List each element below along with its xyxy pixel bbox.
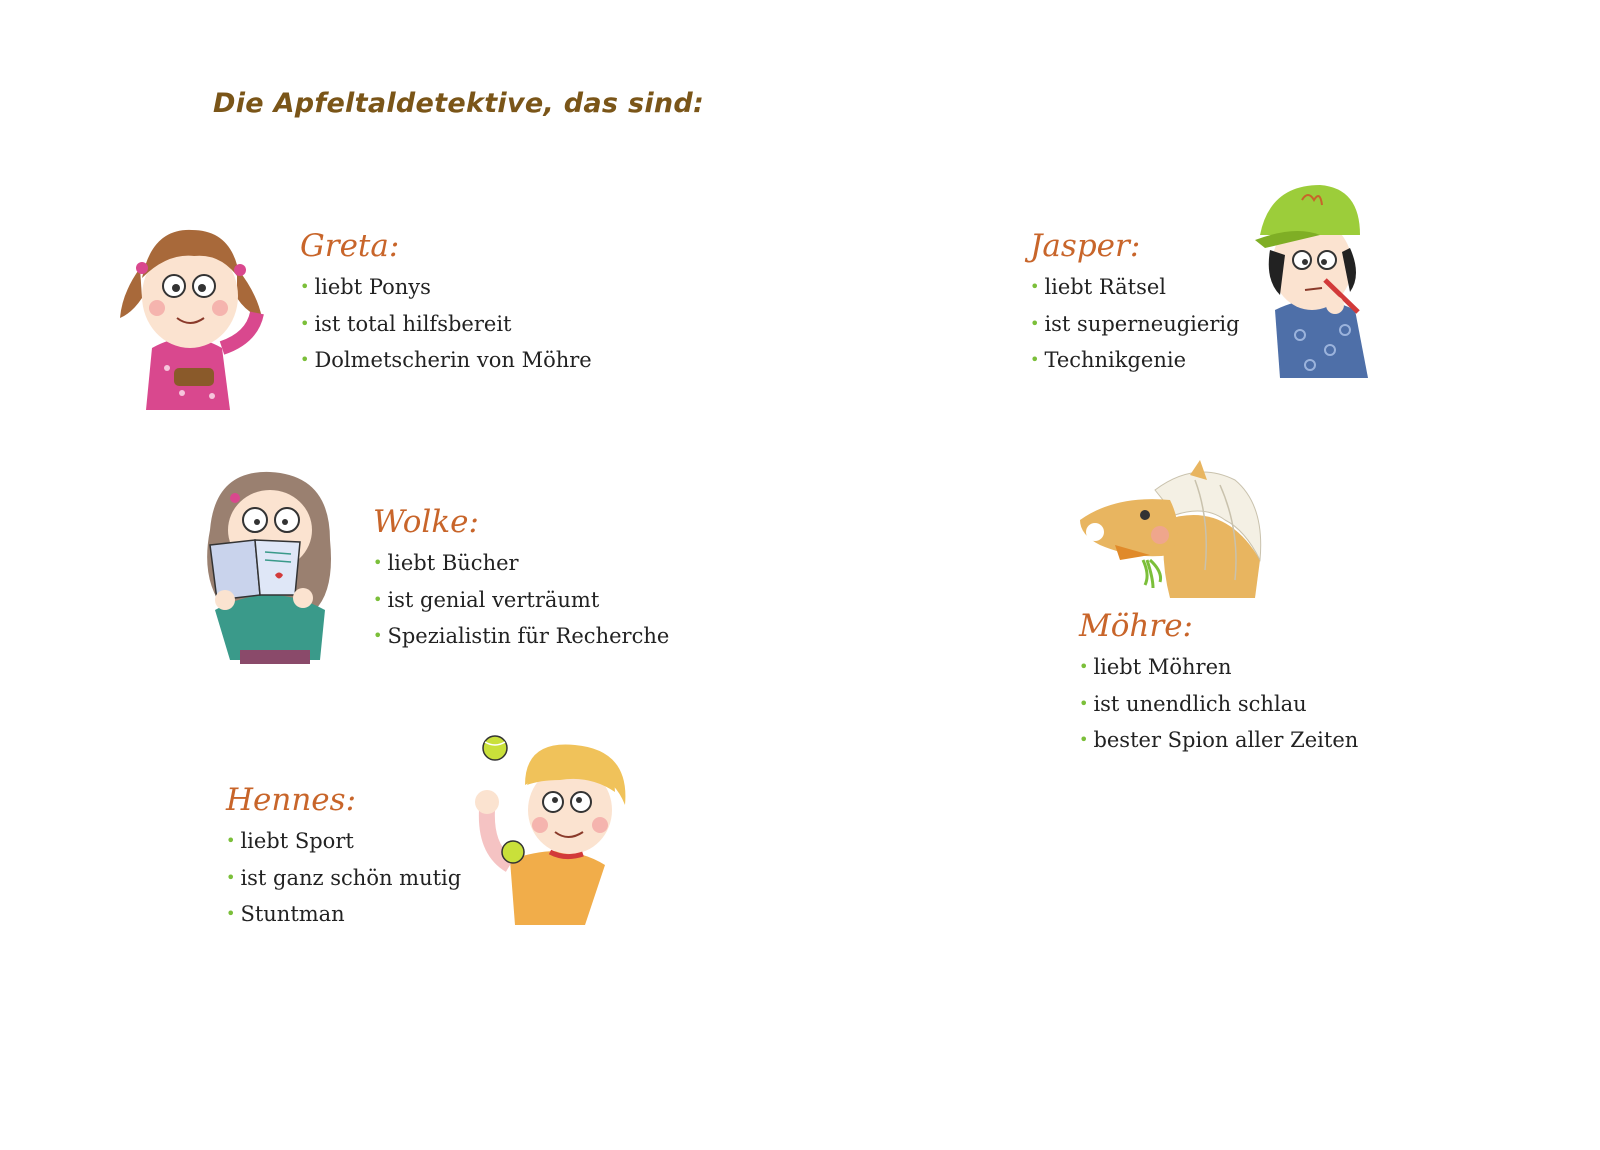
bullet-icon: • bbox=[1030, 313, 1040, 333]
character-jasper bbox=[1030, 226, 1240, 380]
trait-list bbox=[226, 824, 461, 934]
trait-list bbox=[1079, 650, 1358, 760]
moehre-pony-illustration bbox=[1075, 460, 1270, 600]
character-name: Jasper: bbox=[1030, 228, 1141, 264]
bullet-icon: • bbox=[373, 626, 383, 645]
list-item: • liebt Ponys bbox=[300, 275, 431, 299]
character-moehre bbox=[1079, 606, 1358, 760]
bullet-icon: • bbox=[1079, 657, 1089, 676]
bullet-icon: • bbox=[1030, 277, 1040, 296]
hennes-illustration bbox=[465, 730, 640, 930]
list-item: • ist superneugierig bbox=[1030, 311, 1240, 336]
list-item: • ist unendlich schlau bbox=[1079, 691, 1307, 716]
list-item: • ist genial verträumt bbox=[373, 587, 600, 612]
list-item: • Dolmetscherin von Möhre bbox=[300, 348, 592, 372]
character-name: Möhre: bbox=[1079, 608, 1193, 644]
list-item: • Technikgenie bbox=[1030, 348, 1187, 372]
page-title: Die Apfeltaldetektive, das sind: bbox=[213, 88, 705, 119]
list-item: • Spezialistin für Recherche bbox=[373, 624, 670, 648]
list-item: • bester Spion aller Zeiten bbox=[1079, 728, 1359, 752]
bullet-icon: • bbox=[300, 350, 310, 369]
trait-list bbox=[1030, 270, 1240, 380]
character-name: Greta: bbox=[300, 228, 400, 264]
greta-illustration bbox=[112, 218, 272, 413]
bullet-icon: • bbox=[226, 867, 236, 887]
bullet-icon: • bbox=[226, 831, 236, 850]
list-item: • Stuntman bbox=[226, 902, 345, 926]
list-item: • liebt Bücher bbox=[373, 551, 519, 575]
bullet-icon: • bbox=[1079, 693, 1089, 713]
list-item: • liebt Rätsel bbox=[1030, 275, 1167, 299]
bullet-icon: • bbox=[226, 904, 236, 923]
bullet-icon: • bbox=[1079, 730, 1089, 749]
jasper-illustration bbox=[1250, 180, 1380, 380]
character-name: Wolke: bbox=[373, 504, 479, 540]
list-item: • ist total hilfsbereit bbox=[300, 311, 512, 336]
trait-list bbox=[373, 546, 669, 656]
wolke-illustration bbox=[195, 470, 345, 670]
bullet-icon: • bbox=[373, 553, 383, 572]
bullet-icon: • bbox=[300, 277, 310, 296]
bullet-icon: • bbox=[300, 313, 310, 333]
list-item: • liebt Möhren bbox=[1079, 655, 1232, 679]
character-name: Hennes: bbox=[226, 782, 357, 818]
bullet-icon: • bbox=[1030, 350, 1040, 369]
bullet-icon: • bbox=[373, 589, 383, 609]
trait-list bbox=[300, 270, 592, 380]
character-wolke bbox=[373, 502, 669, 656]
character-hennes bbox=[226, 780, 461, 934]
list-item: • ist ganz schön mutig bbox=[226, 865, 462, 890]
list-item: • liebt Sport bbox=[226, 829, 354, 853]
character-greta bbox=[300, 226, 592, 380]
